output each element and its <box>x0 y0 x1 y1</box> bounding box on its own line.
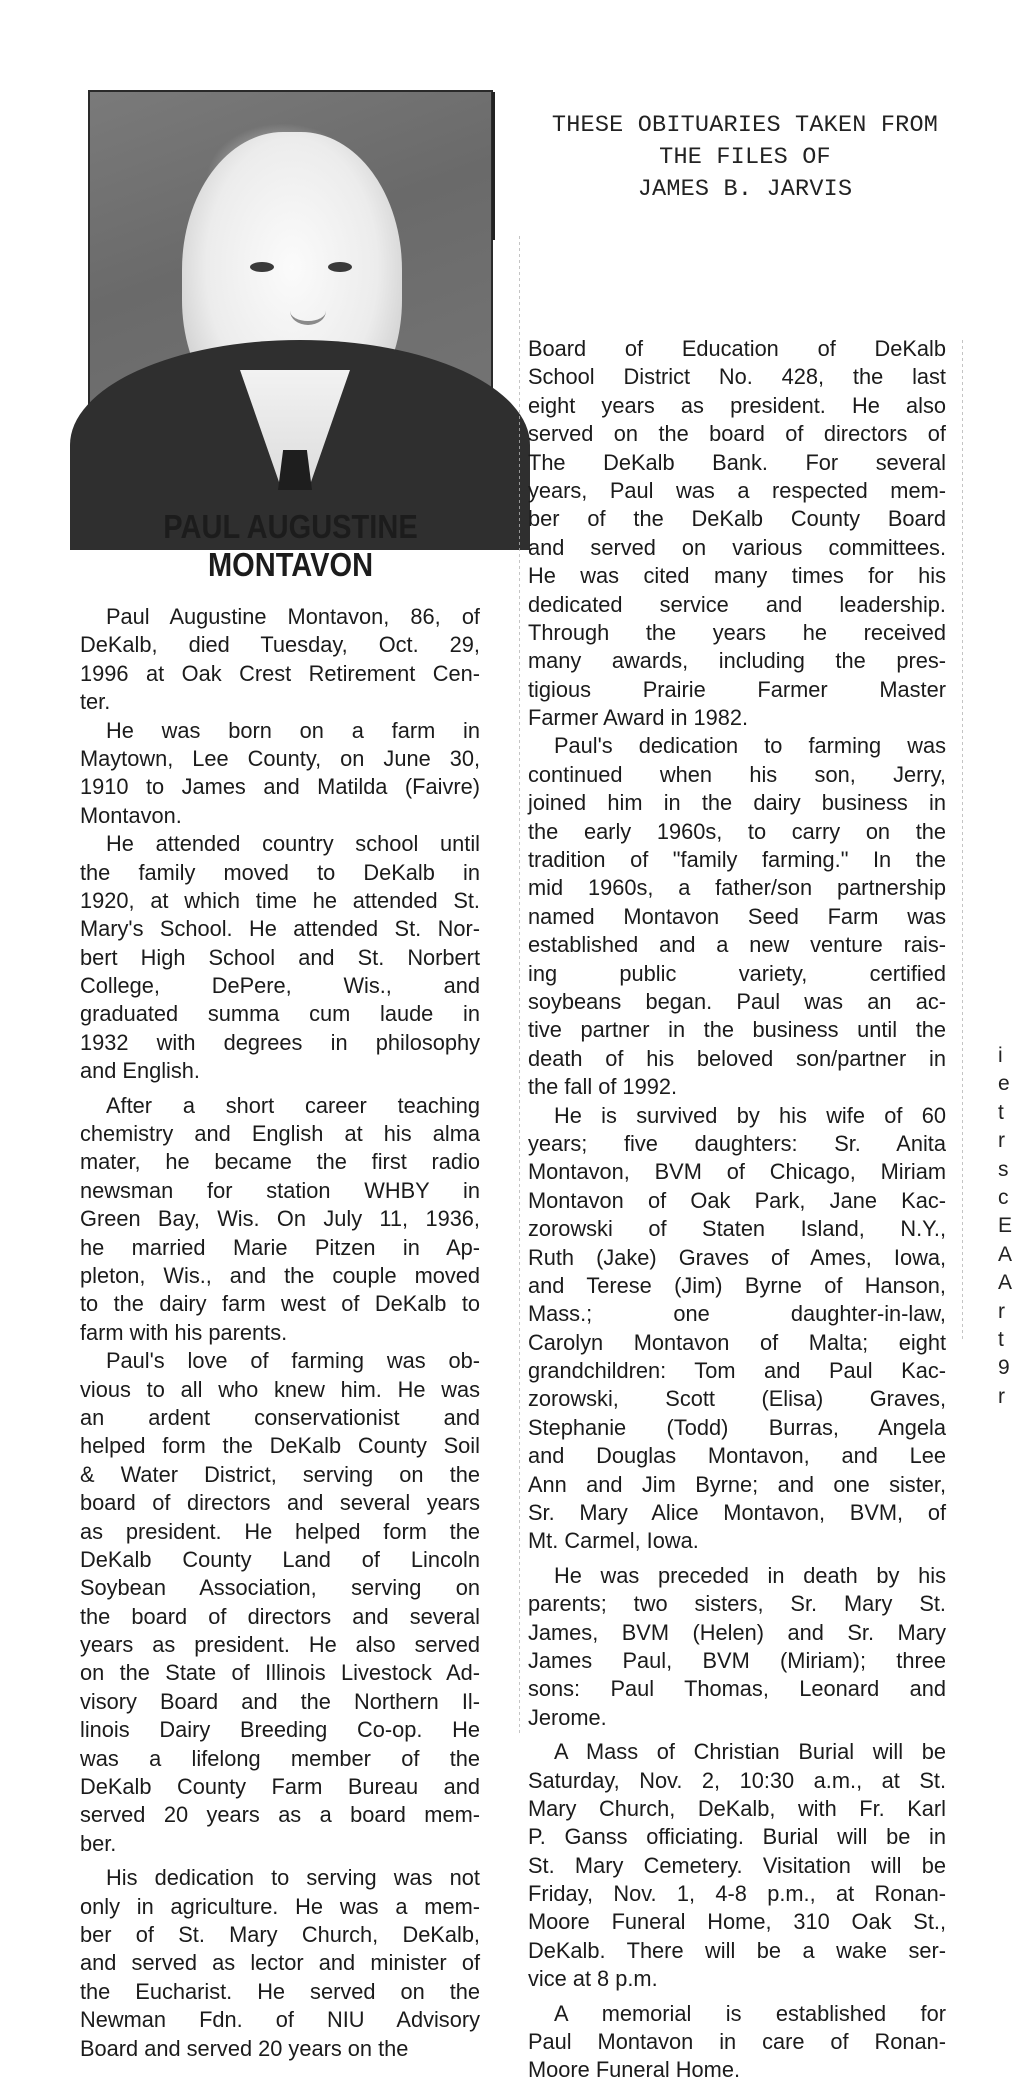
fragment-letter: i <box>998 1044 1003 1067</box>
text-line: the board of directors and several <box>80 1603 480 1629</box>
text-line: grandchildren: Tom and Paul Kac- <box>528 1358 946 1384</box>
photo-edge-rule <box>492 92 495 240</box>
text-line: the early 1960s, to carry on the <box>528 818 946 844</box>
text-line: Paul Augustine Montavon, 86, of <box>106 604 480 629</box>
text-line: and Douglas Montavon, and Lee <box>528 1443 946 1469</box>
portrait-photo <box>88 90 493 492</box>
name-line: PAUL AUGUSTINE <box>163 508 418 545</box>
text-line: named Montavon Seed Farm was <box>528 903 946 929</box>
portrait-eye-right <box>328 262 352 272</box>
text-line: established and a new venture rais- <box>528 932 946 958</box>
text-line: 1932 with degrees in philosophy <box>80 1029 480 1055</box>
paragraph <box>80 830 480 1086</box>
text-line: Sr. Mary Alice Montavon, BVM, of <box>528 1500 946 1526</box>
text-line: & Water District, serving on the <box>80 1461 480 1487</box>
text-line: Saturday, Nov. 2, 10:30 a.m., at St. <box>528 1767 946 1793</box>
fragment-letter: t <box>998 1100 1004 1124</box>
text-line: as president. He helped form the <box>80 1518 480 1544</box>
text-line: Through the years he received <box>528 619 946 645</box>
text-line: to the dairy farm west of DeKalb to <box>80 1291 480 1317</box>
text-line: on the State of Illinois Livestock Ad- <box>80 1660 480 1686</box>
left-text-column <box>80 603 480 2063</box>
text-line: and served on various committees. <box>528 534 946 560</box>
text-line: Ann and Jim Byrne; and one sister, <box>528 1471 946 1497</box>
text-line: the fall of 1992. <box>528 1074 678 1100</box>
right-text-column <box>528 335 946 2085</box>
text-line: Paul's love of farming was ob- <box>106 1348 480 1374</box>
text-line: Mt. Carmel, Iowa. <box>528 1528 699 1554</box>
text-line: served 20 years as a board mem- <box>80 1802 480 1828</box>
text-line: ing public variety, certified <box>528 960 946 986</box>
text-line: Friday, Nov. 1, 4-8 p.m., at Ronan- <box>528 1881 946 1907</box>
text-line: sons: Paul Thomas, Leonard and <box>528 1676 946 1702</box>
paragraph <box>528 2000 946 2085</box>
text-line: Montavon. <box>80 802 182 828</box>
text-line: Ruth (Jake) Graves of Ames, Iowa, <box>528 1244 946 1270</box>
text-line: Mary's School. He attended St. Nor- <box>80 916 480 942</box>
text-line: Paul's dedication to farming was <box>554 733 946 759</box>
text-line: The DeKalb Bank. For several <box>528 449 946 475</box>
text-line: After a short career teaching <box>106 1092 480 1118</box>
fragment-letter: s <box>998 1157 1009 1181</box>
text-line: continued when his son, Jerry, <box>528 761 946 787</box>
paragraph <box>80 1092 480 1348</box>
portrait-nose <box>290 297 326 325</box>
portrait-eye-left <box>250 262 274 272</box>
text-line: Board of Education of DeKalb <box>528 336 946 361</box>
header-line: THE FILES OF <box>659 144 831 171</box>
text-line: the Eucharist. He served on the <box>80 1978 480 2004</box>
text-line: helped form the DeKalb County Soil <box>80 1433 480 1459</box>
text-line: James, BVM (Helen) and Sr. Mary <box>528 1619 946 1645</box>
text-line: mater, he became the first radio <box>80 1149 480 1175</box>
text-line: ber of St. Mary Church, DeKalb, <box>80 1921 480 1947</box>
archive-header <box>505 110 985 206</box>
text-line: tigious Prairie Farmer Master <box>528 676 946 702</box>
text-line: mid 1960s, a father/son partnership <box>528 875 946 901</box>
text-line: Green Bay, Wis. On July 11, 1936, <box>80 1206 480 1232</box>
text-line: newsman for station WHBY in <box>80 1177 480 1203</box>
paragraph <box>80 603 480 717</box>
text-line: served on the board of directors of <box>528 421 946 447</box>
text-line: Farmer Award in 1982. <box>528 705 749 731</box>
text-line: death of his beloved son/partner in <box>528 1045 946 1071</box>
text-line: Stephanie (Todd) Burras, Angela <box>528 1414 946 1440</box>
text-line: parents; two sisters, Sr. Mary St. <box>528 1591 946 1617</box>
paragraph <box>528 1562 946 1732</box>
portrait-tie <box>278 450 312 490</box>
text-line: College, DePere, Wis., and <box>80 973 480 999</box>
text-line: A Mass of Christian Burial will be <box>554 1739 946 1765</box>
text-line: eight years as president. He also <box>528 392 946 418</box>
text-line: DeKalb County Farm Bureau and <box>80 1774 480 1800</box>
text-line: board of directors and several years <box>80 1490 480 1516</box>
text-line: Jerome. <box>528 1704 607 1730</box>
text-line: Moore Funeral Home, 310 Oak St., <box>528 1909 946 1935</box>
fragment-letter: 9 <box>998 1356 1010 1380</box>
text-line: 1996 at Oak Crest Retirement Cen- <box>80 660 480 686</box>
paragraph <box>528 335 946 732</box>
text-line: St. Mary Cemetery. Visitation will be <box>528 1852 946 1878</box>
text-line: He was cited many times for his <box>528 563 946 589</box>
text-line: many awards, including the pres- <box>528 648 946 674</box>
text-line: Soybean Association, serving on <box>80 1575 480 1601</box>
text-line: tive partner in the business until the <box>528 1017 946 1043</box>
text-line: Montavon, BVM of Chicago, Miriam <box>528 1159 946 1185</box>
text-line: ter. <box>80 689 111 715</box>
text-line: DeKalb County Land of Lincoln <box>80 1546 480 1572</box>
text-line: James Paul, BVM (Miriam); three <box>528 1647 946 1673</box>
text-line: A memorial is established for <box>554 2000 946 2026</box>
fragment-letter: A <box>998 1242 1012 1266</box>
fragment-letter: A <box>998 1271 1012 1295</box>
text-line: was a lifelong member of the <box>80 1745 480 1771</box>
text-line: only in agriculture. He was a mem- <box>80 1893 480 1919</box>
text-line: tradition of "family farming." In the <box>528 847 946 873</box>
paragraph <box>80 1864 480 2063</box>
text-line: zorowski of Staten Island, N.Y., <box>528 1216 946 1242</box>
text-line: DeKalb, died Tuesday, Oct. 29, <box>80 632 480 658</box>
text-line: 1920, at which time he attended St. <box>80 887 480 913</box>
header-line: THESE OBITUARIES TAKEN FROM <box>551 112 939 139</box>
right-column-rule <box>962 340 963 1340</box>
text-line: Montavon of Oak Park, Jane Kac- <box>528 1187 946 1213</box>
text-line: Moore Funeral Home. <box>528 2057 740 2083</box>
text-line: linois Dairy Breeding Co-op. He <box>80 1717 480 1743</box>
obituary-name-heading <box>112 508 468 584</box>
paragraph <box>80 1347 480 1858</box>
text-line: He attended country school until <box>106 831 480 857</box>
text-line: zorowski, Scott (Elisa) Graves, <box>528 1386 946 1412</box>
text-line: farm with his parents. <box>80 1319 288 1345</box>
text-line: He was born on a farm in <box>106 717 480 743</box>
text-line: the family moved to DeKalb in <box>80 859 480 885</box>
text-line: Mass.; one daughter-in-law, <box>528 1301 946 1327</box>
text-line: chemistry and English at his alma <box>80 1121 480 1147</box>
text-line: and served as lector and minister of <box>80 1950 480 1976</box>
text-line: vice at 8 p.m. <box>528 1966 658 1992</box>
adjacent-column-fragment <box>998 1042 1012 1411</box>
fragment-letter: c <box>998 1185 1009 1209</box>
fragment-letter: r <box>998 1299 1005 1323</box>
text-line: ber. <box>80 1830 117 1856</box>
text-line: and English. <box>80 1058 200 1084</box>
header-line: JAMES B. JARVIS <box>637 176 853 203</box>
text-line: 1910 to James and Matilda (Faivre) <box>80 774 480 800</box>
paragraph <box>528 1738 946 1994</box>
fragment-letter: e <box>998 1072 1010 1096</box>
text-line: Maytown, Lee County, on June 30, <box>80 745 480 771</box>
text-line: years; five daughters: Sr. Anita <box>528 1130 946 1156</box>
paragraph <box>528 732 946 1101</box>
text-line: years, Paul was a respected mem- <box>528 477 946 503</box>
text-line: graduated summa cum laude in <box>80 1001 480 1027</box>
text-line: He was preceded in death by his <box>554 1562 946 1588</box>
text-line: ber of the DeKalb County Board <box>528 506 946 532</box>
text-line: he married Marie Pitzen in Ap- <box>80 1234 480 1260</box>
text-line: P. Ganss officiating. Burial will be in <box>528 1824 946 1850</box>
text-line: School District No. 428, the last <box>528 364 946 390</box>
text-line: Board and served 20 years on the <box>80 2035 409 2061</box>
text-line: DeKalb. There will be a wake ser- <box>528 1937 946 1963</box>
text-line: vious to all who knew him. He was <box>80 1376 480 1402</box>
text-line: Paul Montavon in care of Ronan- <box>528 2029 946 2055</box>
paragraph <box>528 1102 946 1556</box>
paragraph <box>80 717 480 831</box>
text-line: pleton, Wis., and the couple moved <box>80 1262 480 1288</box>
text-line: visory Board and the Northern Il- <box>80 1688 480 1714</box>
fragment-letter: r <box>998 1129 1005 1153</box>
text-line: Mary Church, DeKalb, with Fr. Karl <box>528 1795 946 1821</box>
text-line: dedicated service and leadership. <box>528 591 946 617</box>
fragment-letter: E <box>998 1214 1012 1238</box>
name-line: MONTAVON <box>207 546 374 583</box>
text-line: Newman Fdn. of NIU Advisory <box>80 2007 480 2033</box>
text-line: bert High School and St. Norbert <box>80 944 480 970</box>
fragment-letter: t <box>998 1327 1004 1351</box>
fragment-letter: r <box>998 1384 1005 1408</box>
column-divider <box>519 236 520 1736</box>
text-line: soybeans began. Paul was an ac- <box>528 988 946 1014</box>
text-line: years as president. He also served <box>80 1632 480 1658</box>
text-line: His dedication to serving was not <box>106 1865 480 1891</box>
text-line: joined him in the dairy business in <box>528 790 946 816</box>
text-line: He is survived by his wife of 60 <box>554 1102 946 1128</box>
text-line: and Terese (Jim) Byrne of Hanson, <box>528 1272 946 1298</box>
text-line: an ardent conservationist and <box>80 1404 480 1430</box>
text-line: Carolyn Montavon of Malta; eight <box>528 1329 946 1355</box>
